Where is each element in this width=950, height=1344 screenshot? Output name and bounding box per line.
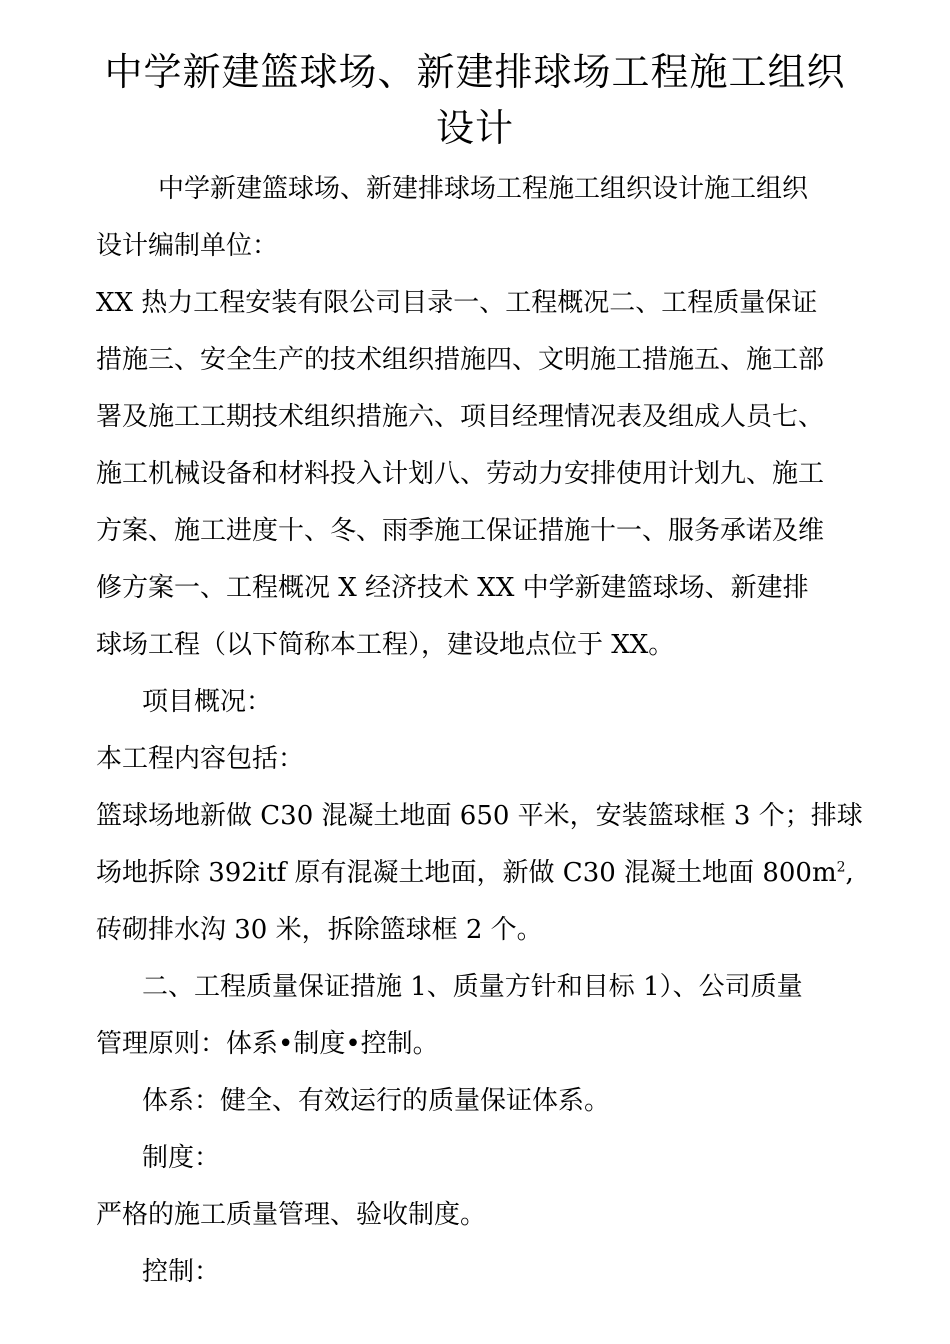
body-line-7: 方案、施工进度十、冬、雨季施工保证措施十一、服务承诺及维 [96, 516, 825, 546]
section-label-project-overview: 项目概况： [142, 687, 273, 717]
body-line-4: 措施三、安全生产的技术组织措施四、文明施工措施五、施工部 [96, 345, 825, 375]
body-line-system: 体系：健全、有效运行的质量保证体系。 [142, 1086, 611, 1116]
body-line-8: 修方案一、工程概况 X 经济技术 XX 中学新建篮球场、新建排 [96, 573, 809, 603]
body-line-9: 球场工程（以下简称本工程），建设地点位于 XX。 [96, 630, 675, 660]
body-line-regulation-label: 制度： [142, 1143, 221, 1173]
body-line-control-label: 控制： [142, 1257, 221, 1287]
body-line-5: 署及施工工期技术组织措施六、项目经理情况表及组成人员七、 [96, 402, 825, 432]
document-title-line-2: 设计 [435, 106, 514, 150]
section-heading-quality-assurance: 二、工程质量保证措施 1、质量方针和目标 1）、公司质量 [142, 972, 803, 1002]
document-title-line-1: 中学新建篮球场、新建排球场工程施工组织 [104, 50, 846, 94]
body-line-13 [96, 856, 866, 890]
body-line-6: 施工机械设备和材料投入计划八、劳动力安排使用计划九、施工 [96, 459, 825, 489]
body-line-13-text: 场地拆除 392itf 原有混凝土地面，新做 C30 混凝土地面 800m [96, 858, 837, 888]
body-line-2: 设计编制单位： [96, 231, 279, 261]
body-line-13-comma: , [845, 858, 854, 888]
body-line-1: 中学新建篮球场、新建排球场工程施工组织设计施工组织 [158, 174, 809, 204]
body-line-regulation: 严格的施工质量管理、验收制度。 [96, 1200, 487, 1230]
body-line-16: 管理原则：体系•制度•控制。 [96, 1029, 439, 1059]
body-line-11: 本工程内容包括： [96, 744, 305, 774]
body-line-14: 砖砌排水沟 30 米，拆除篮球框 2 个。 [96, 915, 543, 945]
body-line-3: XX 热力工程安装有限公司目录一、工程概况二、工程质量保证 [96, 288, 818, 318]
body-line-12: 篮球场地新做 C30 混凝土地面 650 平米，安装篮球框 3 个；排球 [96, 801, 863, 831]
superscript-square: 2 [836, 859, 846, 876]
